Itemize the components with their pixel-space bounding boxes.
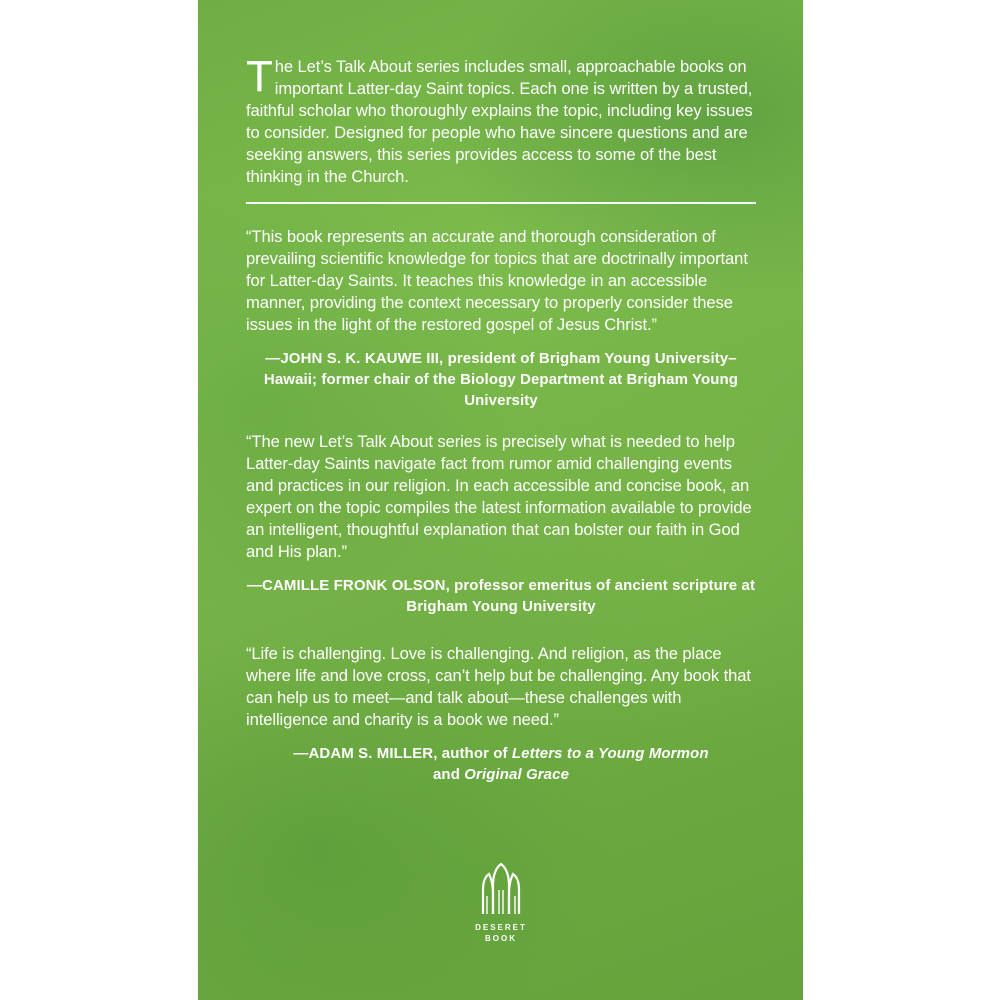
drop-cap: T — [246, 52, 273, 101]
attribution-3-and: and — [432, 766, 465, 783]
book-title-original-grace: Original Grace — [464, 766, 570, 783]
back-cover — [198, 0, 803, 1000]
book-title-letters: Letters to a Young Mormon — [511, 745, 709, 762]
endorsement-quote-3: “Life is challenging. Love is challenging. And religion, as the place where life and love cross, can’t help but be challenging. Any book that can help us to meet—and talk about—these challenges with intelligence and charity is a book we need.” — [246, 644, 751, 729]
endorsement-attribution-2: —CAMILLE FRONK OLSON, professor emeritus of ancient scripture at Brigham Young University — [246, 577, 756, 615]
attribution-3-prefix: —ADAM S. MILLER, author of — [293, 745, 512, 762]
series-intro-text: he Let’s Talk About series includes small, approachable books on important Latter-day Saint topics. Each one is written by a trusted, faithful scholar who thoroughly explains the topic, including key issues to consider. Designed for people who have sincere questions and are seeking answers, this series provides access to some of the best thinking in the Church. — [246, 57, 753, 186]
divider-rule — [246, 202, 756, 204]
publisher-name-line2: BOOK — [485, 934, 517, 943]
publisher-name — [466, 922, 536, 944]
endorsement-quote-1: “This book represents an accurate and thorough consideration of prevailing scientific knowledge for topics that are doctrinally important for Latter-day Saints. It teaches this knowledge in an accessible manner, providing the context necessary to properly consider these issues in the light of the restored gospel of Jesus Christ.” — [246, 227, 748, 334]
publisher-name-line1: DESERET — [475, 923, 527, 932]
endorsement-quote-2: “The new Let’s Talk About series is precisely what is needed to help Latter-day Saints navigate fact from rumor amid challenging events and practices in our religion. In each accessible and concise book, an expert on the topic compiles the latest information available to provide an intelligent, thoughtful explanation that can bolster our faith in God and His plan.” — [246, 432, 752, 561]
deseret-book-mark-icon — [479, 860, 523, 916]
series-intro — [246, 52, 756, 188]
publisher-logo — [466, 860, 536, 944]
endorsement-attribution-3 — [246, 743, 756, 785]
cover-content — [246, 52, 756, 785]
endorsement-attribution-1: —JOHN S. K. KAUWE III, president of Brigham Young University–Hawaii; former chair of the Biology Department at Brigham Young University — [263, 350, 739, 409]
